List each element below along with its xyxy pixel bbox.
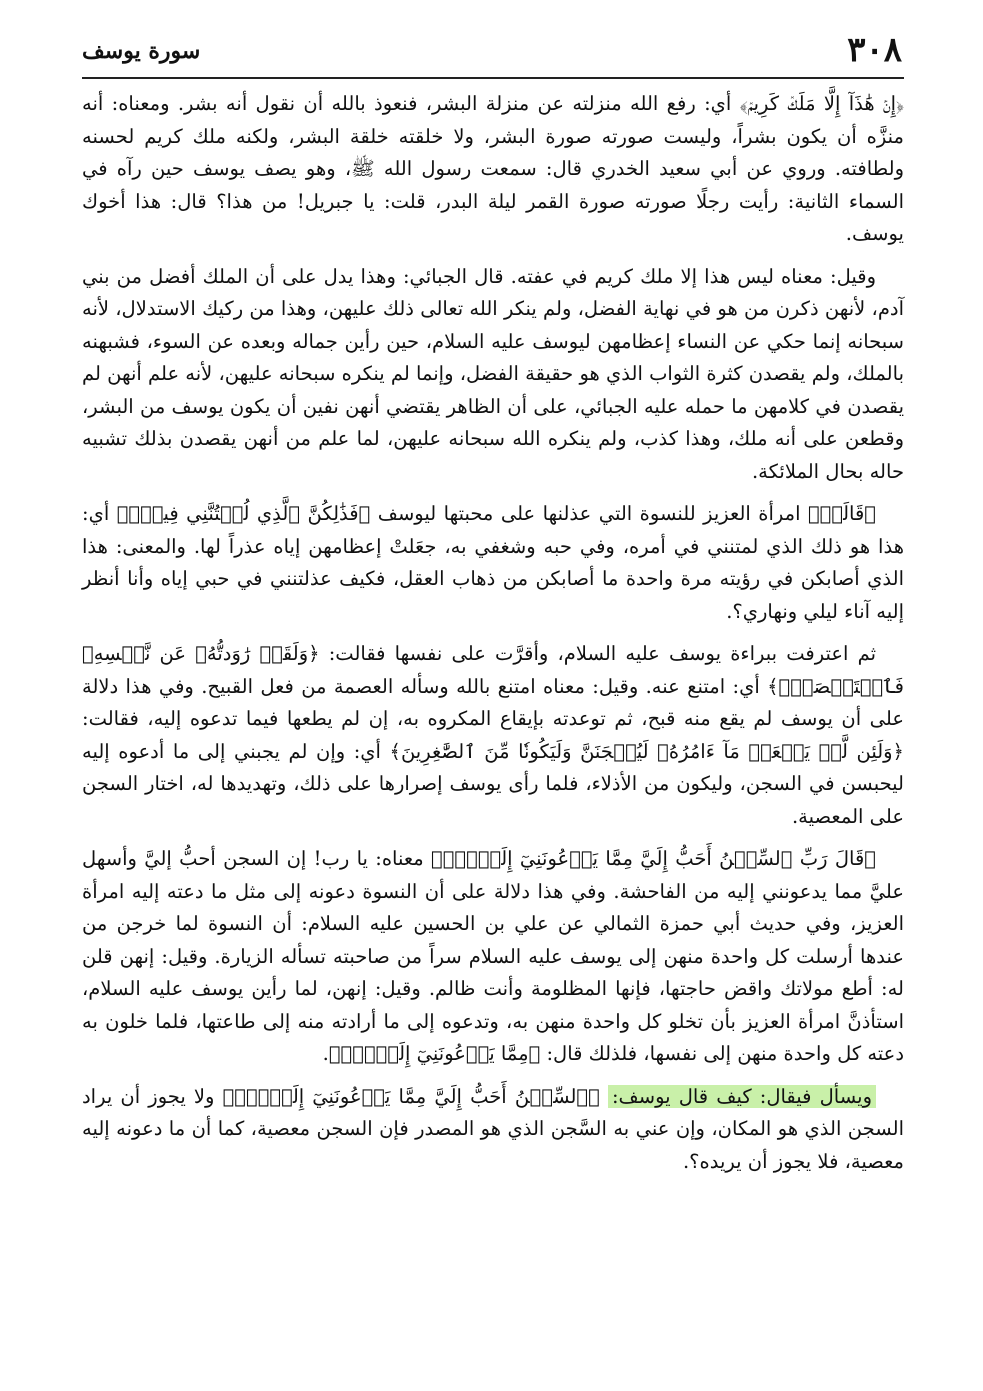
page-header	[82, 30, 902, 78]
paragraph-1: ﴿إِنۡ هَٰذَآ إِلَّا مَلَكٞ كَرِيمٞ﴾ أي: رفع الله منزلته عن منزلة البشر، فنعوذ بالله أن نقول أنه بشر. ومعناه: أنه منزَّه أن يكون بشراً، وليست صورته صورة البشر، ولا خلقته خلقة البشر، ولكنه ملك كريم لحسنه ولطافته. وروي عن أبي سعيد الخدري قال: سمعت رسول الله ﷺ، وهو يصف يوسف حين رآه في السماء الثانية: رأيت رجلًا صورته صورة القمر ليلة البدر، قلت: يا جبريل! من هذا؟ قال: هذا أخوك يوسف.	[82, 92, 904, 245]
surah-title: سورة يوسف	[82, 38, 201, 64]
paragraph-5: ﴿قَالَ رَبِّ ٱلسِّجۡنُ أَحَبُّ إِلَيَّ مِمَّا يَدۡعُونَنِيٓ إِلَيۡهِۖ﴾ معناه: يا رب! إن السجن أحبُّ إليَّ وأسهل عليَّ مما يدعونني إليه من الفاحشة. وفي هذا دلالة على أن النسوة دعونه إلى مثل ما دعته إليه امرأة العزيز، وفي حديث أبي حمزة الثمالي عن علي بن الحسين عليه السلام: أن النسوة لما خرجن من عندها أرسلت كل واحدة منهن إلى يوسف عليه السلام سراً من صاحبته تسأله الزيارة. وقيل: إنهن قلن له: أطع مولاتك واقض حاجتها، فإنها المظلومة وأنت ظالم. وقيل: إنهن، لما رأين يوسف عليه السلام، استأذنَّ امرأة العزيز بأن تخلو كل واحدة منهن به، وتدعوه إلى ما أرادته منه إلى طاعتها، فلما خلون به دعته كل واحدة منهن إلى نفسها، فلذلك قال: ﴿مِمَّا يَدۡعُونَنِيٓ إِلَيۡهِۖ﴾.	[82, 847, 904, 1065]
body-text	[82, 88, 904, 1188]
header-divider	[82, 77, 904, 79]
paragraph-6	[82, 1081, 904, 1179]
highlighted-question: ويسأل فيقال: كيف قال يوسف:	[608, 1085, 876, 1108]
paragraph-4: ثم اعترفت ببراءة يوسف عليه السلام، وأقرَّت على نفسها فقالت: ﴿وَلَقَدۡ رَٰوَدتُّهُۥ عَن نَّفۡسِهِۦ فَٱسۡتَعۡصَمَۖ﴾ أي: امتنع عنه. وقيل: معناه امتنع بالله وسأله العصمة من فعل القبيح. وفي هذا دلالة على أن يوسف لم يقع منه قبح، ثم توعدته بإيقاع المكروه به، إن لم يطعها فيما تدعوه إليه، فقالت: ﴿وَلَئِن لَّمۡ يَفۡعَلۡ مَآ ءَامُرُهُۥ لَيُسۡجَنَنَّ وَلَيَكُونٗا مِّنَ ٱلصَّٰغِرِينَ﴾ أي: وإن لم يجبني إلى ما أدعوه إليه ليحبسن في السجن، وليكون من الأذلاء، فلما رأى يوسف إصرارها على ذلك، وتهديدها له، اختار السجن على المعصية.	[82, 642, 904, 828]
paragraph-6-rest: ﴿ٱلسِّجۡنُ أَحَبُّ إِلَيَّ مِمَّا يَدۡعُونَنِيٓ إِلَيۡهِۖ﴾ ولا يجوز أن يراد السجن الذي هو المكان، وإن عني به السَّجن الذي هو المصدر فإن السجن معصية، كما أن ما دعونه إليه معصية، فلا يجوز أن يريده؟.	[82, 1084, 904, 1173]
paragraph-2: وقيل: معناه ليس هذا إلا ملك كريم في عفته. قال الجبائي: وهذا يدل على أن الملك أفضل من بني آدم، لأنهن ذكرن من هو في نهاية الفضل، ولم ينكر الله تعالى ذلك عليهن، وهذا من ركيك الاستدلال، لأنه سبحانه إنما حكي عن النساء إعظامهن ليوسف عليه السلام، حين رأين جماله وبعده عن السوء، فشبهنه بالملك، ولم يقصدن كثرة الثواب الذي هو حقيقة الفضل، وإنما لم ينكره سبحانه عليهن، لأنه علم أنهن لم يقصدن في كلامهن ما حمله عليه الجبائي، على أن الظاهر يقتضي أنهن نفين أن يكون يوسف من البشر، وقطعن على أنه ملك، وهذا كذب، ولم ينكره الله سبحانه عليهن، لما علم من أنهن يقصدن بذلك تشبيه حاله بحال الملائكة.	[82, 264, 904, 483]
paragraph-3: ﴿قَالَتۡ﴾ امرأة العزيز للنسوة التي عذلنها على محبتها ليوسف ﴿فَذَٰلِكُنَّ ٱلَّذِي لُمۡتُنَّنِي فِيهِۖ﴾ أي: هذا هو ذلك الذي لمتنني في أمره، وفي حبه وشغفي به، جعَلتْ إعظامهن إياه عذراً لها. والمعنى: هذا الذي أصابكن في رؤيته مرة واحدة ما أصابكن من ذهاب العقل، فكيف عذلتنني في حبي إياه وأنا أنظر إليه آناء ليلي ونهاري؟.	[82, 502, 904, 623]
page-number: ٣٠٨	[847, 30, 902, 70]
